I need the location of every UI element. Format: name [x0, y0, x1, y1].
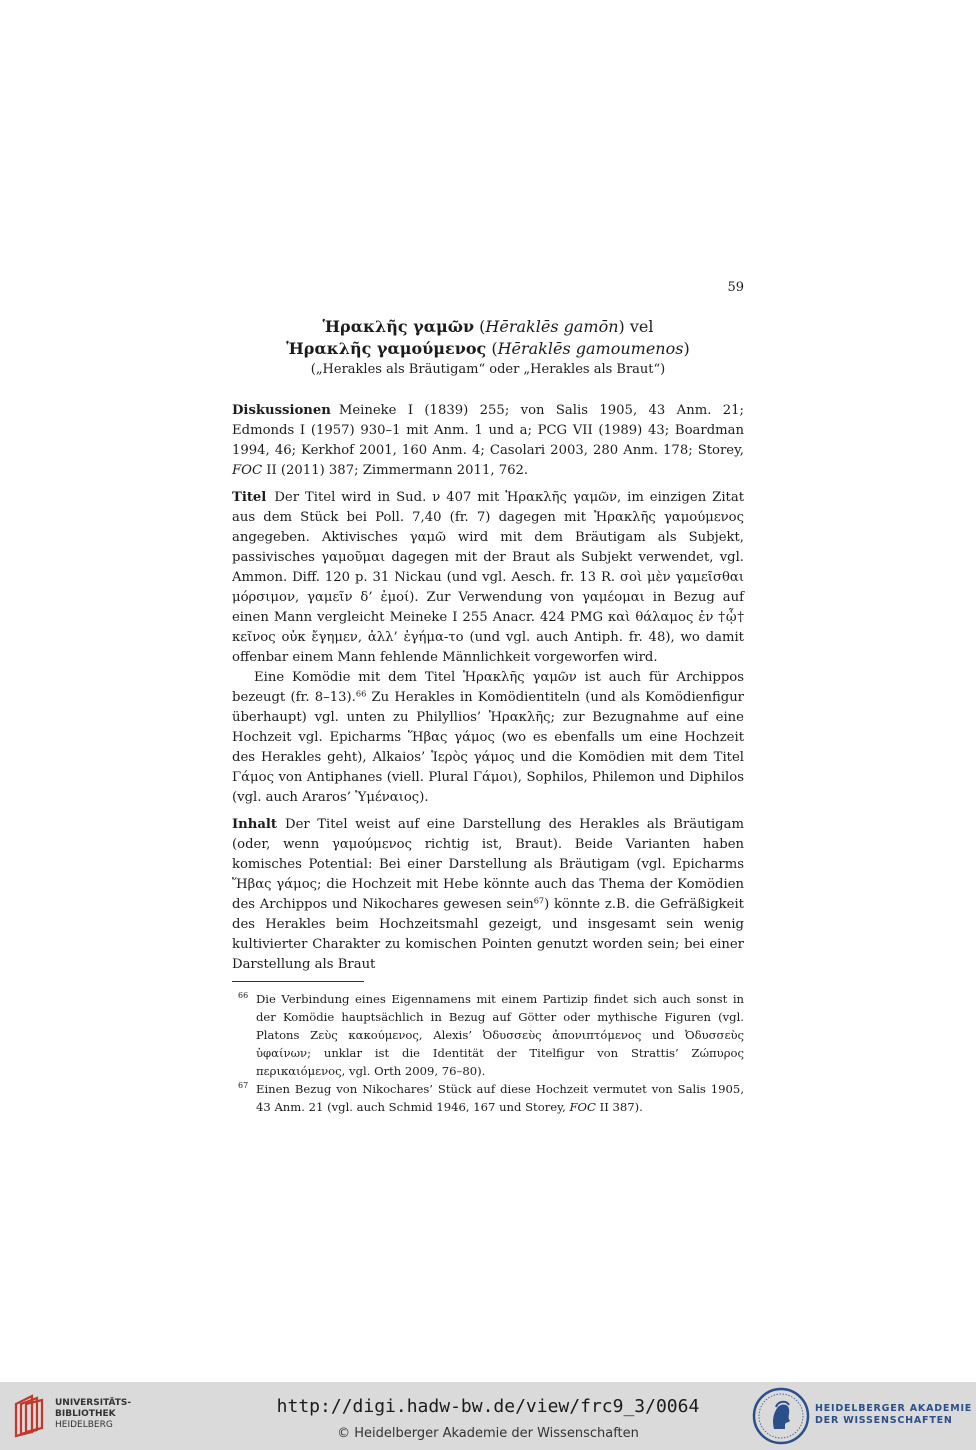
academy-seal-icon: [752, 1387, 810, 1445]
title-subtitle: („Herakles als Bräutigam“ oder „Herakles als Braut“): [310, 362, 666, 377]
ub-name-line-2: BIBLIOTHEK: [55, 1409, 116, 1419]
title-block: [232, 316, 744, 380]
diskussionen-italic: FOC: [232, 463, 263, 478]
academy-name: [815, 1403, 972, 1427]
academy-name-line-2: DER WISSENSCHAFTEN: [815, 1415, 953, 1426]
footnote-divider: [232, 981, 364, 982]
titel-paragraph-2: [232, 668, 744, 808]
title-connector: vel: [629, 317, 654, 336]
footnote-number: 66: [238, 991, 249, 1000]
footnote-text: Einen Bezug von Nikochares’ Stück auf diese Hochzeit vermutet von Salis 1905, 43 Anm. 21 (vgl. auch Schmid 1946, 167 und Storey,: [256, 1082, 744, 1114]
titel-paragraph-1: Der Titel wird in Sud. ν 407 mit Ἡρακλῆς γαμῶν, im einzigen Zitat aus dem Stück bei Poll. 7,40 (fr. 7) dagegen mit Ἡρακλῆς γαμούμενος angegeben. Aktivisches γαμῶ wird mit dem Bräutigam als Subjekt, passivisches γαμοῦμαι dagegen mit der Braut als Subjekt verwendet, vgl. Ammon. Diff. 120 p. 31 Nickau (und vgl. Aesch. fr. 13 R. σοὶ μὲν γαμεῖσθαι μόρσιμον, γαμεῖν δ’ ἐμοί). Zur Verwendung von γαμέομαι in Bezug auf einen Mann vergleicht Meineke I 255 Anacr. 424 PMG καὶ θάλαμος ἐν †ᾧ† κεῖνος οὐκ ἔγημεν, ἀλλ’ ἐγήμα-το (und vgl. auch Antiph. fr. 48), wo damit offenbar einem Mann fehlende Männlichkeit vorgeworfen wird.: [232, 490, 744, 665]
title-translit-1: Hērаklēs gamōn: [485, 317, 619, 336]
footnote-66: [232, 990, 744, 1080]
title-greek-2: Ἡρακλῆς γαμούμενος: [286, 339, 487, 358]
title-translit-2: Hēraklēs gamoumenos: [497, 339, 684, 358]
section-heading-diskussionen: Diskussionen: [232, 403, 331, 418]
title-line-1: Ἡρακλῆς γαμῶν (Hērаklēs gamōn) vel: [322, 317, 654, 336]
section-titel: [232, 488, 744, 668]
footnote-text: Die Verbindung eines Eigennamens mit einem Partizip findet sich auch sonst in der Komödie hauptsächlich in Bezug auf Götter oder mythische Figuren (vgl. Platons Ζεὺς κακούμενος, Alexis’ Ὀδυσσεὺς ἀπονιπτόμενος und Ὀδυσσεὺς ὑφαίνων; unklar ist die Identität der Titelfigur von Strattis’ Ζώπυρος περικαιόμενος, vgl. Orth 2009, 76–80).: [256, 992, 744, 1078]
section-heading-inhalt: Inhalt: [232, 817, 277, 832]
diskussionen-text: Meineke I (1839) 255; von Salis 1905, 43 Anm. 21; Edmonds I (1957) 930–1 mit Anm. 1 und a; PCG VII (1989) 43; Boardman 1994, 46; Kerkhof 2001, 160 Anm. 4; Casolari 2003, 280 Anm. 178; Storey,: [232, 403, 744, 458]
section-heading-titel: Titel: [232, 490, 267, 505]
university-library-name: [55, 1398, 131, 1431]
diskussionen-text-end: II (2011) 387; Zimmermann 2011, 762.: [266, 463, 529, 478]
footnote-text-end: II 387).: [599, 1100, 643, 1114]
title-line-2: Ἡρακλῆς γαμούμενος (Hēraklēs gamoumenos): [286, 339, 690, 358]
inhalt-text-end: ) könnte z.B. die Gefräßigkeit des Herakles beim Hochzeitsmahl gezeigt, und insgesamt sein wenig kultivierter Charakter zu komischen Pointen genutzt worden sein; bei einer Darstellung als Braut: [232, 897, 744, 972]
title-greek-1: Ἡρακλῆς γαμῶν: [322, 317, 475, 336]
footnote-ref-67[interactable]: 67: [533, 895, 545, 906]
ub-name-line-3: HEIDELBERG: [55, 1420, 113, 1430]
inhalt-text: Der Titel weist auf eine Darstellung des Herakles als Bräutigam (oder, wenn γαμούμενος richtig ist, Braut). Beide Varianten haben komisches Potential: Bei einer Darstellung als Bräutigam (vgl. Epicharms Ἥβας γάμος; die Hochzeit mit Hebe könnte auch das Thema der Komödien des Archippos und Nikochares gewesen sein: [232, 817, 744, 912]
university-library-logo-icon: [12, 1392, 50, 1438]
source-url-link[interactable]: http://digi.hadw-bw.de/view/frc9_3/0064: [276, 1396, 700, 1417]
titel-p2-text-end: Zu Herakles in Komödientiteln (und als Komödienfigur überhaupt) vgl. unten zu Philyllios’ Ἡρακλῆς; zur Bezugnahme auf eine Hochzeit vgl. Epicharms Ἥβας γάμος (wo es ebenfalls um eine Hochzeit des Herakles geht), Alkaios’ Ἱερὸς γάμος und die Komödien mit dem Titel Γάμος von Antiphanes (viell. Plural Γάμοι), Sophilos, Philemon und Diphilos (vgl. auch Araros’ Ὑμέναιος).: [232, 690, 744, 805]
footnote-67: [232, 1080, 744, 1116]
footnotes: [232, 990, 744, 1116]
copyright-notice: © Heidelberger Akademie der Wissenschaften: [337, 1426, 639, 1441]
titel-p2-text: Eine Komödie mit dem Titel Ἡρακλῆς γαμῶν ist auch für Archippos bezeugt (fr. 8–13).: [232, 670, 744, 705]
footnote-italic: FOC: [569, 1100, 596, 1114]
footnote-ref-66[interactable]: 66: [355, 688, 367, 699]
academy-name-line-1: HEIDELBERGER AKADEMIE: [815, 1403, 973, 1414]
section-inhalt: [232, 815, 744, 975]
section-diskussionen: [232, 401, 744, 481]
footnote-number: 67: [238, 1081, 249, 1090]
ub-name-line-1: UNIVERSITÄTS-: [55, 1398, 132, 1408]
page-number: 59: [727, 280, 744, 295]
footer-bar: [0, 1382, 976, 1450]
main-text: [232, 401, 744, 975]
